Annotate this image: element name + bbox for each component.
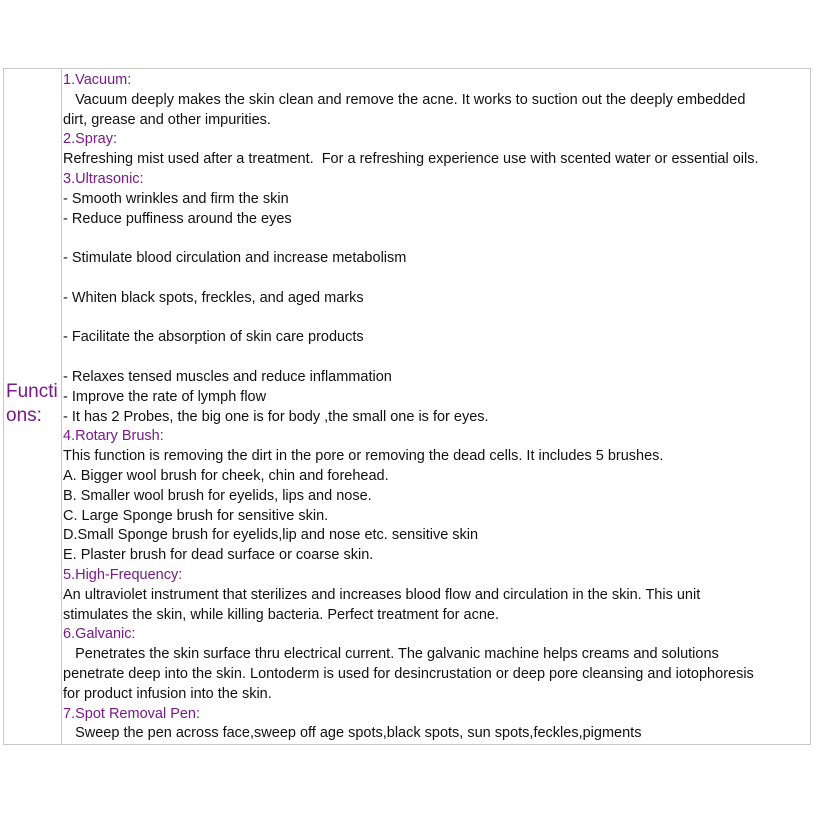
section-text-line: Vacuum deeply makes the skin clean and remove the acne. It works to suction out the deeply embedded [63,91,746,108]
section-heading: 7.Spot Removal Pen: [63,705,201,722]
blank-line [63,309,808,329]
section-text-line: B. Smaller wool brush for eyelids, lips and nose. [63,487,372,504]
section-text-line: - It has 2 Probes, the big one is for body ,the small one is for eyes. [63,408,489,425]
section-text-line: Refreshing mist used after a treatment. For a refreshing experience use with scented water or essential oils. [63,151,759,168]
blank-line [63,348,808,368]
label-cell [4,69,62,744]
section-text-line: - Reduce puffiness around the eyes [63,210,292,227]
section-text-line: penetrate deep into the skin. Lontoderm is used for desincrustation or deep pore cleansing and iotophoresis [63,665,754,682]
section-text-line: C. Large Sponge brush for sensitive skin. [63,507,329,524]
section-text-line: - Improve the rate of lymph flow [63,388,267,405]
section-text-line: for product infusion into the skin. [63,685,272,702]
section-text-line: A. Bigger wool brush for cheek, chin and forehead. [63,467,389,484]
section-heading: 4.Rotary Brush: [63,428,164,445]
section-heading: 1.Vacuum: [63,72,132,88]
section-text-line: - Stimulate blood circulation and increase metabolism [63,250,407,267]
functions-table [3,68,811,745]
section-heading: 3.Ultrasonic: [63,170,144,187]
section-text-line: dirt, grease and other impurities. [63,111,271,128]
section-text-line: This function is removing the dirt in the pore or removing the dead cells. It includes 5 brushes. [63,448,664,465]
functions-content [63,71,808,744]
section-text-line: - Facilitate the absorption of skin care products [63,329,364,346]
section-heading: 6.Galvanic: [63,626,136,643]
section-heading: 2.Spray: [63,131,117,148]
section-text-line: - Smooth wrinkles and firm the skin [63,190,289,207]
blank-line [63,229,808,249]
section-heading: 5.High-Frequency: [63,566,183,583]
functions-label: Functions: [6,381,58,426]
section-text-line: Sweep the pen across face,sweep off age spots,black spots, sun spots,feckles,pigments [63,725,642,742]
section-text-line: - Whiten black spots, freckles, and aged marks [63,289,364,306]
section-text-line: - Relaxes tensed muscles and reduce inflammation [63,368,392,385]
section-text-line: Penetrates the skin surface thru electrical current. The galvanic machine helps creams and solutions [63,646,719,663]
section-text-line: stimulates the skin, while killing bacteria. Perfect treatment for acne. [63,606,499,623]
section-text-line: An ultraviolet instrument that sterilizes and increases blood flow and circulation in the skin. This unit [63,586,701,603]
blank-line [63,269,808,289]
section-text-line: D.Small Sponge brush for eyelids,lip and nose etc. sensitive skin [63,527,479,544]
section-text-line: E. Plaster brush for dead surface or coarse skin. [63,547,374,564]
